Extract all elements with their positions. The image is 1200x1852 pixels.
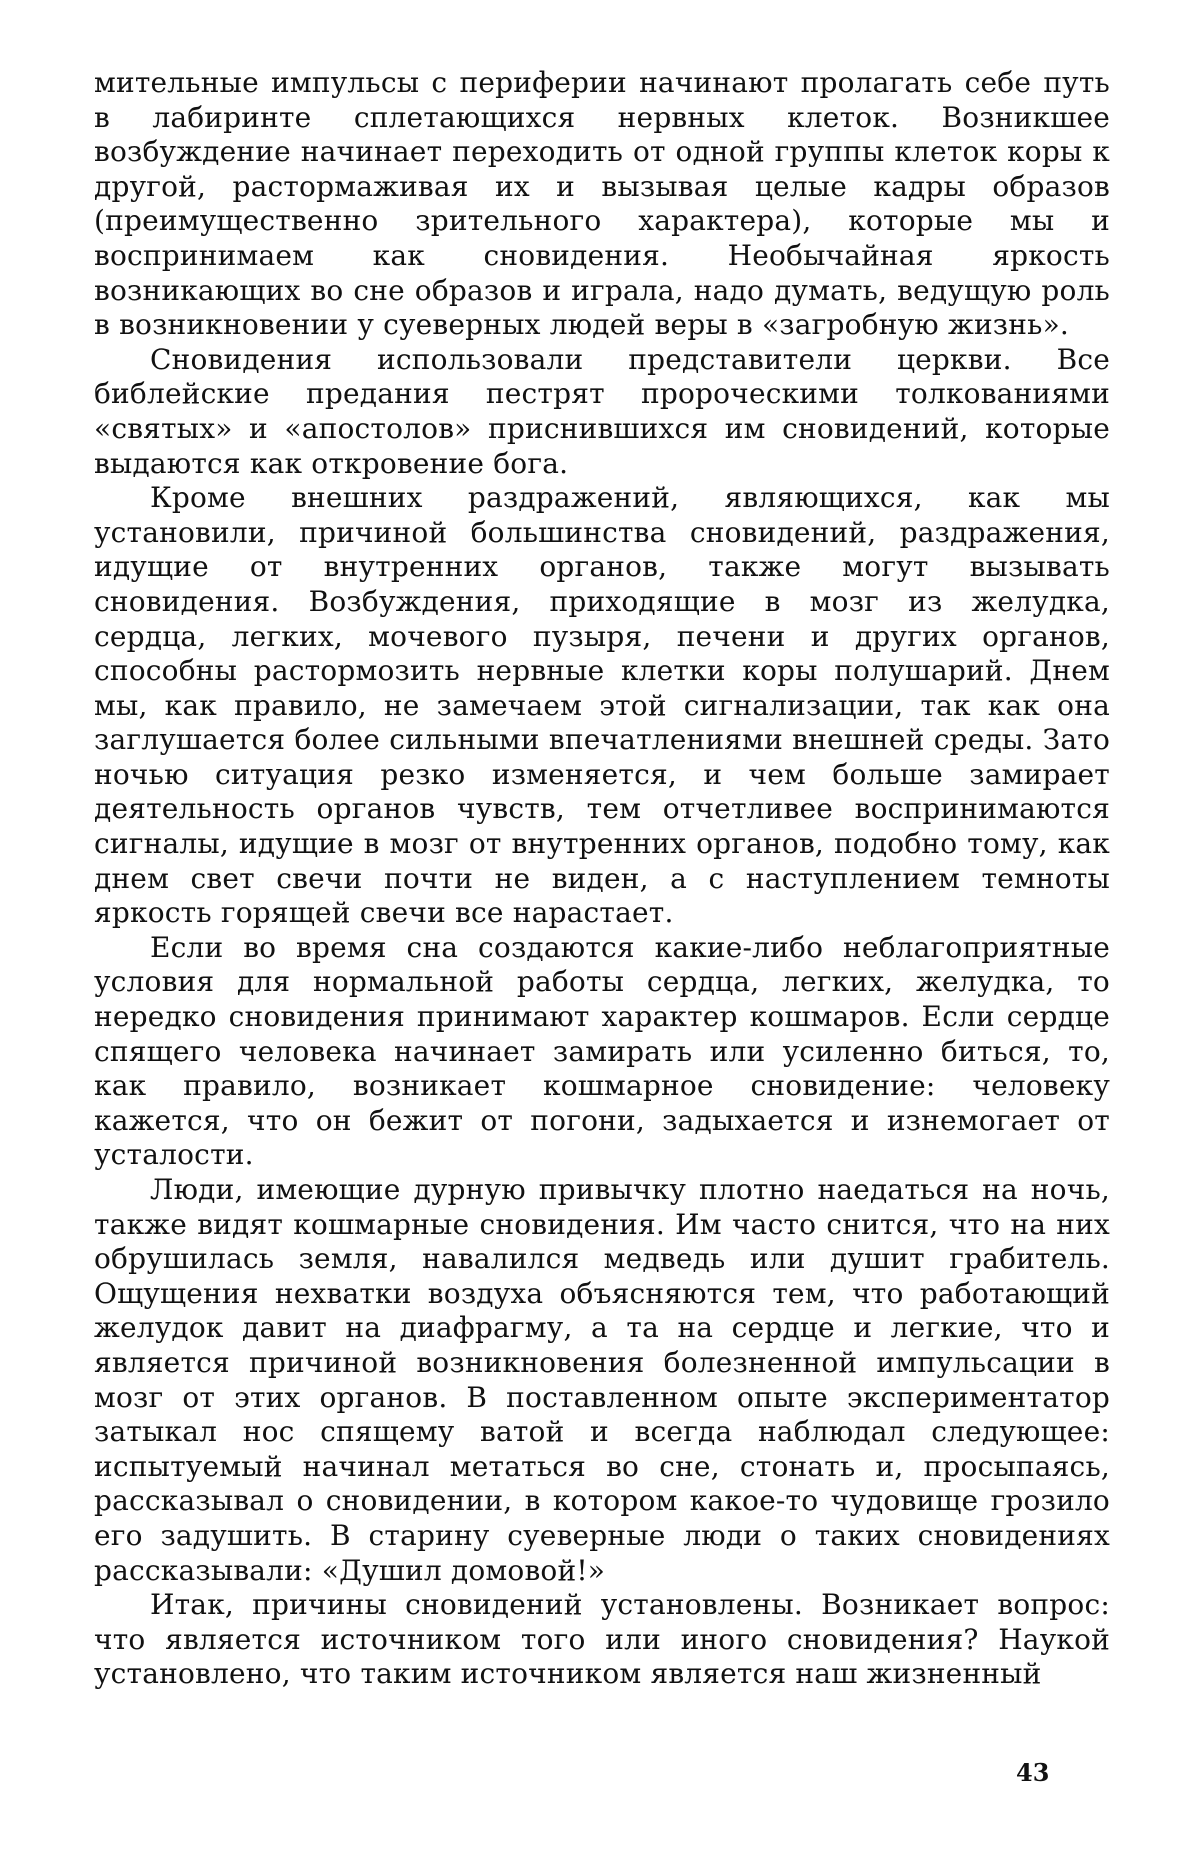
paragraph-internal-organs: Кроме внешних раздражений, являющихся, как мы установили, причиной большинства сновидений, раздражения, идущие от внутренних органов, также могут вызывать сновидения. Возбуждения, приходящие в мозг из желудка, сердца, легких, мочевого пузыря, печени и других органов, способны растормозить нервные клетки коры полушарий. Днем мы, как правило, не замечаем этой сигнализации, так как она заглушается более сильными впечатлениями внешней среды. Зато ночью ситуация резко изменяется, и чем больше замирает деятельность органов чувств, тем отчетливее воспринимаются сигналы, идущие в мозг от внутренних органов, подобно тому, как днем свет свечи почти не виден, а с наступлением темноты яркость горящей свечи все нарастает. bbox=[94, 481, 1110, 930]
paragraph-overeating: Люди, имеющие дурную привычку плотно наедаться на ночь, также видят кошмарные сновидения. Им часто снится, что на них обрушилась земля, навалился медведь или душит грабитель. Ощущения нехватки воздуха объясняются тем, что работающий желудок давит на диафрагму, а та на сердце и легкие, что и является причиной возникновения болезненной импульсации в мозг от этих органов. В поставленном опыте экспериментатор затыкал нос спящему ватой и всегда наблюдал следующее: испытуемый начинал метаться во сне, стонать и, просыпаясь, рассказывал о сновидении, в котором какое-то чудовище грозило его задушить. В старину суеверные люди о таких сновидениях рассказывали: «Душил домовой!» bbox=[94, 1173, 1110, 1587]
paragraph-sources: Итак, причины сновидений установлены. Возникает вопрос: что является источником того или иного сновидения? Наукой установлено, что таким источником является наш жизненный bbox=[94, 1588, 1110, 1691]
page-number: 43 bbox=[1016, 1758, 1050, 1787]
paragraph-church: Сновидения использовали представители церкви. Все библейские предания пестрят пророческими толкованиями «святых» и «апостолов» приснившихся им сновидений, которые выдаются как откровение бога. bbox=[94, 342, 1110, 480]
page-body bbox=[94, 66, 1110, 1692]
paragraph-nightmares: Если во время сна создаются какие-либо неблагоприятные условия для нормальной работы сердца, легких, желудка, то нередко сновидения принимают характер кошмаров. Если сердце спящего человека начинает замирать или усиленно биться, то, как правило, возникает кошмарное сновидение: человеку кажется, что он бежит от погони, задыхается и изнемогает от усталости. bbox=[94, 930, 1110, 1172]
paragraph-continuation: мительные импульсы с периферии начинают пролагать себе путь в лабиринте сплетающихся нервных клеток. Возникшее возбуждение начинает переходить от одной группы клеток коры к другой, растормаживая их и вызывая целые кадры образов (преимущественно зрительного характера), которые мы и воспринимаем как сновидения. Необычайная яркость возникающих во сне образов и играла, надо думать, ведущую роль в возникновении у суеверных людей веры в «загробную жизнь». bbox=[94, 66, 1110, 342]
